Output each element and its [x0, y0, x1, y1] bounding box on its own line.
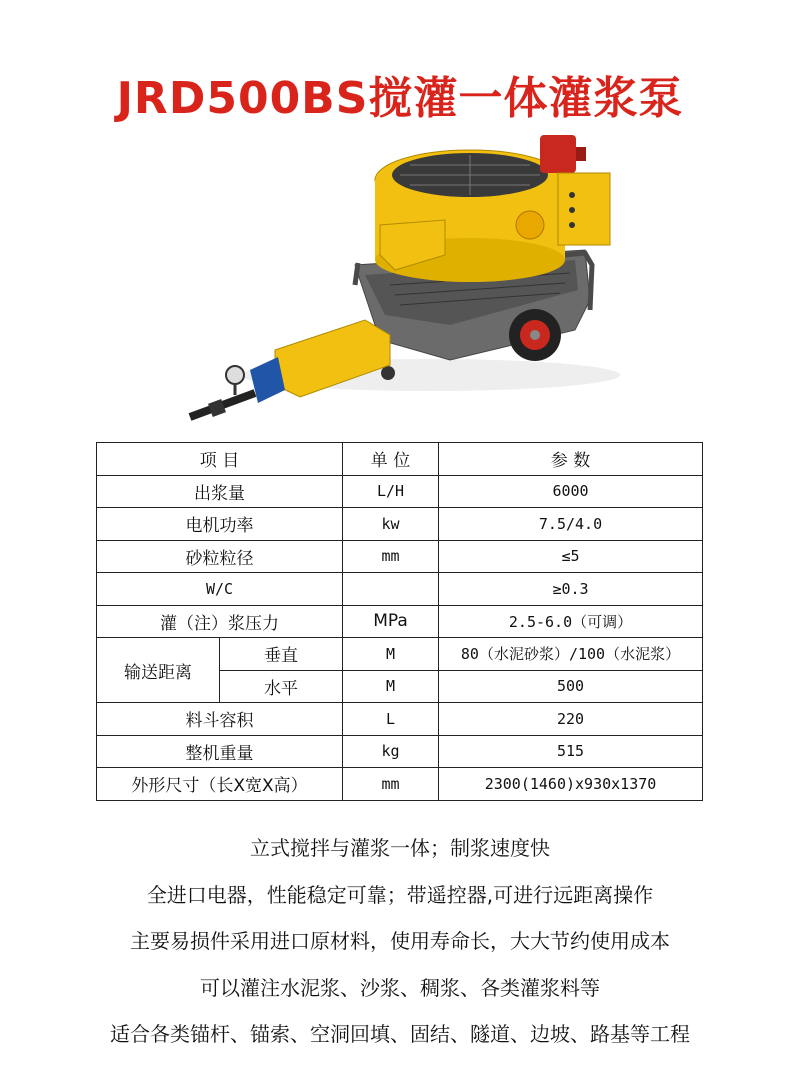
- row-item: 砂粒粒径: [97, 540, 343, 573]
- spec-table: [96, 442, 703, 801]
- row-unit: kg: [343, 735, 439, 768]
- row-item: W/C: [97, 573, 343, 606]
- row-value: 2.5-6.0（可调）: [439, 605, 703, 638]
- row-unit: kw: [343, 508, 439, 541]
- feature-line: 立式搅拌与灌浆一体；制浆速度快: [250, 836, 550, 860]
- row-unit: L: [343, 703, 439, 736]
- page-title: JRD500BS搅灌一体灌浆泵: [116, 73, 684, 124]
- table-row: [97, 573, 703, 606]
- product-photo: [180, 125, 620, 430]
- header-item: 项 目: [97, 443, 343, 476]
- row-item: 灌（注）浆压力: [97, 605, 343, 638]
- row-subitem-vertical: 垂直: [220, 638, 343, 671]
- table-row: [97, 540, 703, 573]
- row-value: 80（水泥砂浆）/100（水泥浆）: [439, 638, 703, 671]
- feature-line: 可以灌注水泥浆、沙浆、稠浆、各类灌浆料等: [200, 975, 600, 1000]
- row-subitem-horizontal: 水平: [220, 670, 343, 703]
- table-row: [97, 703, 703, 736]
- row-value: 2300(1460)x930x1370: [439, 768, 703, 801]
- feature-list: [0, 825, 800, 1058]
- row-value: 6000: [439, 475, 703, 508]
- row-unit: [343, 573, 439, 606]
- row-value: 500: [439, 670, 703, 703]
- row-value: ≤5: [439, 540, 703, 573]
- row-item: 料斗容积: [97, 703, 343, 736]
- row-item: 出浆量: [97, 475, 343, 508]
- row-item: 外形尺寸（长X宽X高）: [97, 768, 343, 801]
- table-row: [97, 768, 703, 801]
- header-param: 参 数: [439, 443, 703, 476]
- row-unit: M: [343, 638, 439, 671]
- row-unit: mm: [343, 768, 439, 801]
- table-row: [97, 735, 703, 768]
- row-value: 7.5/4.0: [439, 508, 703, 541]
- header-unit: 单 位: [343, 443, 439, 476]
- row-unit: L/H: [343, 475, 439, 508]
- row-unit: MPa: [343, 605, 439, 638]
- table-header-row: [97, 443, 703, 476]
- feature-line: 主要易损件采用进口原材料，使用寿命长，大大节约使用成本: [130, 929, 670, 953]
- table-row: [97, 605, 703, 638]
- row-value: 220: [439, 703, 703, 736]
- row-item: 电机功率: [97, 508, 343, 541]
- feature-line: 适合各类锚杆、锚索、空洞回填、固结、隧道、边坡、路基等工程: [110, 1022, 690, 1046]
- table-row: [97, 508, 703, 541]
- table-row: [97, 475, 703, 508]
- row-value: 515: [439, 735, 703, 768]
- table-row: [97, 638, 703, 671]
- feature-line: 全进口电器，性能稳定可靠；带遥控器,可进行远距离操作: [146, 882, 654, 907]
- row-unit: M: [343, 670, 439, 703]
- row-value: ≥0.3: [439, 573, 703, 606]
- row-item: 整机重量: [97, 735, 343, 768]
- row-unit: mm: [343, 540, 439, 573]
- distance-label: 输送距离: [97, 638, 220, 703]
